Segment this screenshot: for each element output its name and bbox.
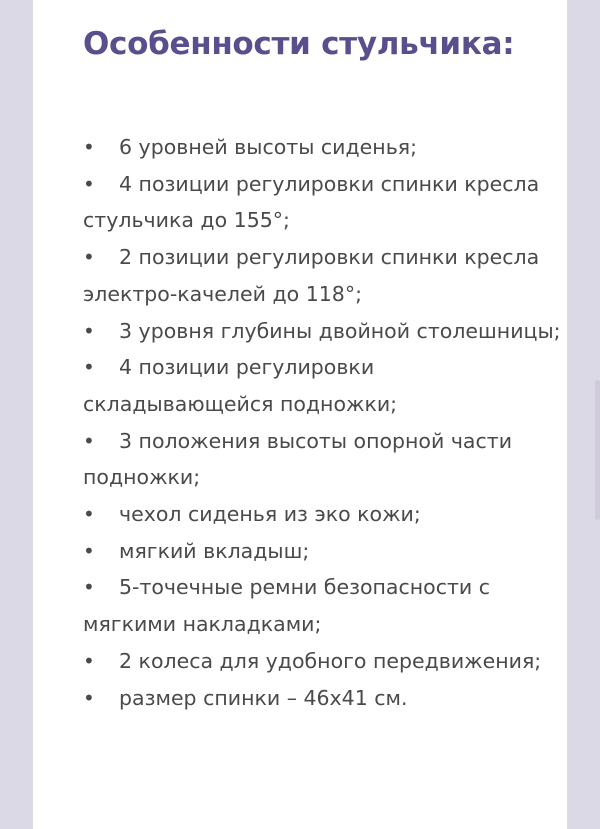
bullet-icon: •	[83, 355, 95, 380]
list-item	[83, 680, 563, 717]
section-title: Особенности стульчика:	[83, 26, 515, 62]
feature-text: 5-точечные ремни безопасности с мягкими накладками;	[83, 575, 491, 637]
list-item	[83, 643, 563, 680]
feature-text: 3 положения высоты опорной части подножки;	[83, 428, 513, 490]
feature-text: чехол сиденья из эко кожи;	[119, 502, 421, 527]
feature-text: 3 уровня глубины двойной столешницы;	[119, 318, 561, 343]
list-item	[83, 129, 563, 166]
bullet-icon: •	[83, 502, 95, 527]
list-item	[83, 423, 563, 496]
feature-text: мягкий вкладыш;	[119, 538, 310, 563]
list-item	[83, 349, 563, 422]
features-list	[83, 129, 563, 716]
scrollbar[interactable]	[595, 380, 600, 520]
list-item	[83, 166, 563, 239]
bullet-icon: •	[83, 135, 95, 159]
feature-text: 6 уровней высоты сиденья;	[119, 135, 418, 159]
list-item	[83, 239, 563, 312]
bullet-icon: •	[83, 245, 95, 270]
feature-text: 2 позиции регулировки спинки кресла электро-качелей до 118°;	[83, 245, 540, 306]
bullet-icon: •	[83, 685, 95, 710]
bullet-icon: •	[83, 428, 95, 453]
list-item	[83, 533, 563, 570]
feature-text: 4 позиции регулировки спинки кресла стульчика до 155°;	[83, 171, 540, 233]
content-card	[33, 0, 567, 829]
bullet-icon: •	[83, 575, 95, 600]
list-item	[83, 313, 563, 350]
bullet-icon: •	[83, 538, 95, 563]
bullet-icon: •	[83, 318, 95, 343]
feature-text: 2 колеса для удобного передвижения;	[119, 648, 542, 673]
list-item	[83, 569, 563, 642]
feature-text: 4 позиции регулировки складывающейся подножки;	[83, 355, 398, 416]
list-item	[83, 496, 563, 533]
bullet-icon: •	[83, 648, 95, 673]
bullet-icon: •	[83, 171, 95, 196]
feature-text: размер спинки – 46x41 см.	[119, 685, 408, 710]
